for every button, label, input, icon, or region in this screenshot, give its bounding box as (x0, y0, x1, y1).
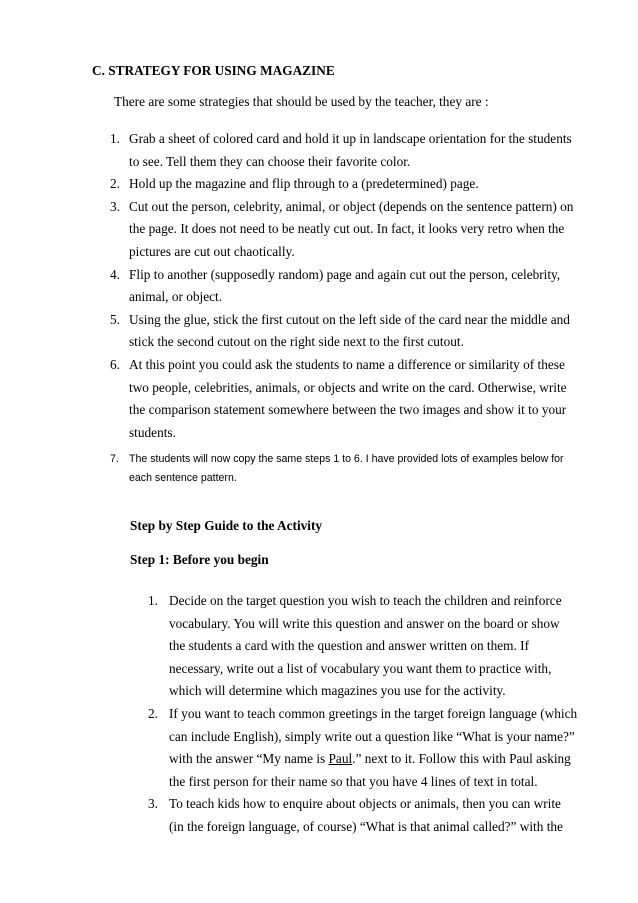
list-item (0, 173, 579, 196)
list-item-text: Flip to another (supposedly random) page and again cut out the person, celebrity, animal, or object. (129, 266, 561, 305)
list-item-number: 5. (110, 311, 120, 327)
list-item-number: 1. (148, 593, 158, 608)
list-item (0, 590, 579, 703)
list-item (0, 128, 579, 173)
list-item-text: To teach kids how to enquire about objects or animals, then you can write (in the foreign language, of course) “What is that animal called?” with the (169, 796, 563, 834)
text-part: If you want to teach common greetings in the target foreign language (which can include English), simply write out a question like “What is your name?” with the answer “My name is (169, 705, 578, 767)
list-item-text: Hold up the magazine and flip through to a (predetermined) page. (129, 176, 479, 192)
list-item-number: 2. (148, 705, 158, 721)
list-item-text (169, 703, 579, 793)
list-item-text: Decide on the target question you wish to teach the children and reinforce vocabulary. You will write this question and answer on the board or show the students a card with the question and answer written on them. If necessary, write out a list of vocabulary you want them to practice with, which will determine which magazines you use for the activity. (169, 593, 562, 699)
list-item-number: 6. (110, 356, 120, 372)
list-item-text: The students will now copy the same steps 1 to 6. I have provided lots of examples below for each sentence pattern. (129, 453, 564, 484)
text-part: .” next to it. Follow this with Paul asking the first person for their name so that you have 4 lines of text in total. (169, 751, 571, 789)
step1-title: Step 1: Before you begin (130, 552, 269, 567)
list-item-number: 3. (148, 796, 158, 812)
section-intro: There are some strategies that should be used by the teacher, they are : (114, 94, 489, 109)
list-item (0, 264, 579, 309)
list-item-text: Cut out the person, celebrity, animal, or object (depends on the sentence pattern) on the page. It does not need to be neatly cut out. In fact, it looks very retro when the pictures are cut out chaotically. (129, 198, 574, 259)
list-item-number: 4. (110, 266, 120, 282)
list-item-number: 2. (110, 176, 120, 192)
paul-link[interactable]: Paul (328, 751, 353, 767)
list-item (0, 793, 579, 838)
list-item-text: At this point you could ask the students to name a difference or similarity of these two people, celebrities, animals, or objects and write on the card. Otherwise, write the comparison statement somewhere between the two images and show it to your students. (129, 356, 567, 440)
list-item (0, 444, 579, 487)
list-item (0, 354, 579, 444)
list-item (0, 309, 579, 354)
list-item-text: Grab a sheet of colored card and hold it up in landscape orientation for the students to see. Tell them they can choose their favorite color. (129, 131, 572, 169)
list-item (0, 196, 579, 264)
step-list (0, 590, 638, 839)
list-item-number: 7. (110, 453, 119, 466)
list-item (0, 703, 579, 793)
list-item-text: Using the glue, stick the first cutout on the left side of the card near the middle and stick the second cutout on the right side next to the first cutout. (129, 311, 570, 350)
strategy-list (0, 128, 638, 487)
guide-title: Step by Step Guide to the Activity (130, 518, 323, 533)
list-item-number: 3. (110, 198, 120, 214)
list-item-number: 1. (110, 131, 120, 146)
section-heading: C. STRATEGY FOR USING MAGAZINE (92, 63, 335, 78)
